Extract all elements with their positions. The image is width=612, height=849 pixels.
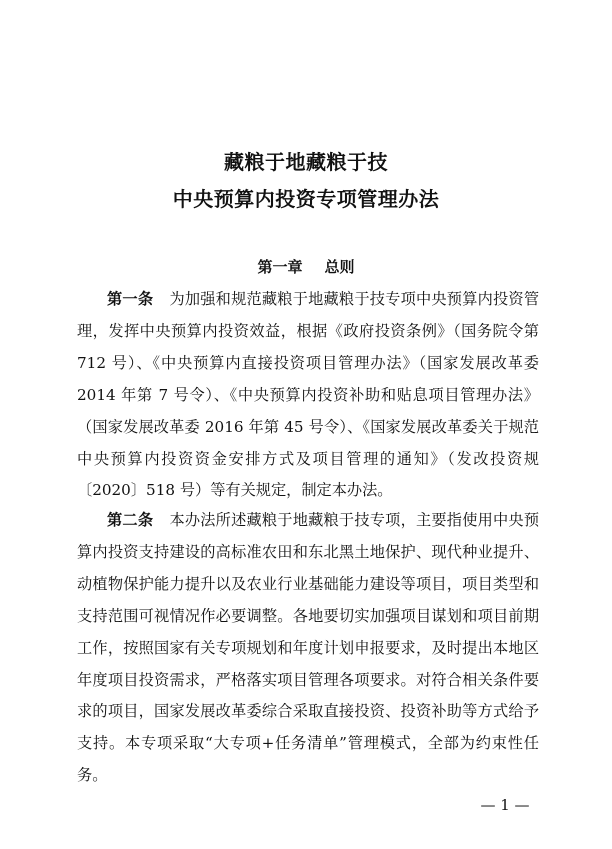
chapter-number: 第一章 [257, 258, 303, 276]
article-2 [77, 505, 539, 792]
document-title-line-1: 藏粮于地藏粮于技 [224, 150, 388, 174]
chapter-heading [0, 257, 612, 277]
article-2-text: 本办法所述藏粮于地藏粮于技专项，主要指使用中央预算内投资支持建设的高标准农田和东北黑土地保护、现代种业提升、动植物保护能力提升以及农业行业基础能力建设等项目，项目类型和支持范围可视情况作必要调整。各地要切实加强项目谋划和项目前期工作，按照国家有关专项规划和年度计划申报要求，及时提出本地区年度项目投资需求，严格落实项目管理各项要求。对符合相关条件要求的项目，国家发展改革委综合采取直接投资、投资补助等方式给予支持。本专项采取“大专项+任务清单”管理模式，全部为约束性任务。 [77, 511, 540, 785]
article-2-number: 第二条 [107, 511, 154, 529]
chapter-title: 总则 [324, 258, 355, 276]
article-1-text: 为加强和规范藏粮于地藏粮于技专项中央预算内投资管理，发挥中央预算内投资效益，根据《政府投资条例》（国务院令第 712 号）、《中央预算内直接投资项目管理办法》（国家发展改革委 2014 年第 7 号令）、《中央预算内投资补助和贴息项目管理办法》（国家发展改革委 2016 年第 45 号令）、《国家发展改革委关于规范中央预算内投资资金安排方式及项目管理的通知》（发改投资规〔2020〕518 号）等有关规定，制定本办法。 [77, 290, 540, 500]
document-title-line-2: 中央预算内投资专项管理办法 [172, 187, 440, 211]
page-number: — 1 — [480, 796, 530, 814]
article-1-number: 第一条 [107, 290, 154, 308]
article-1 [77, 284, 539, 507]
